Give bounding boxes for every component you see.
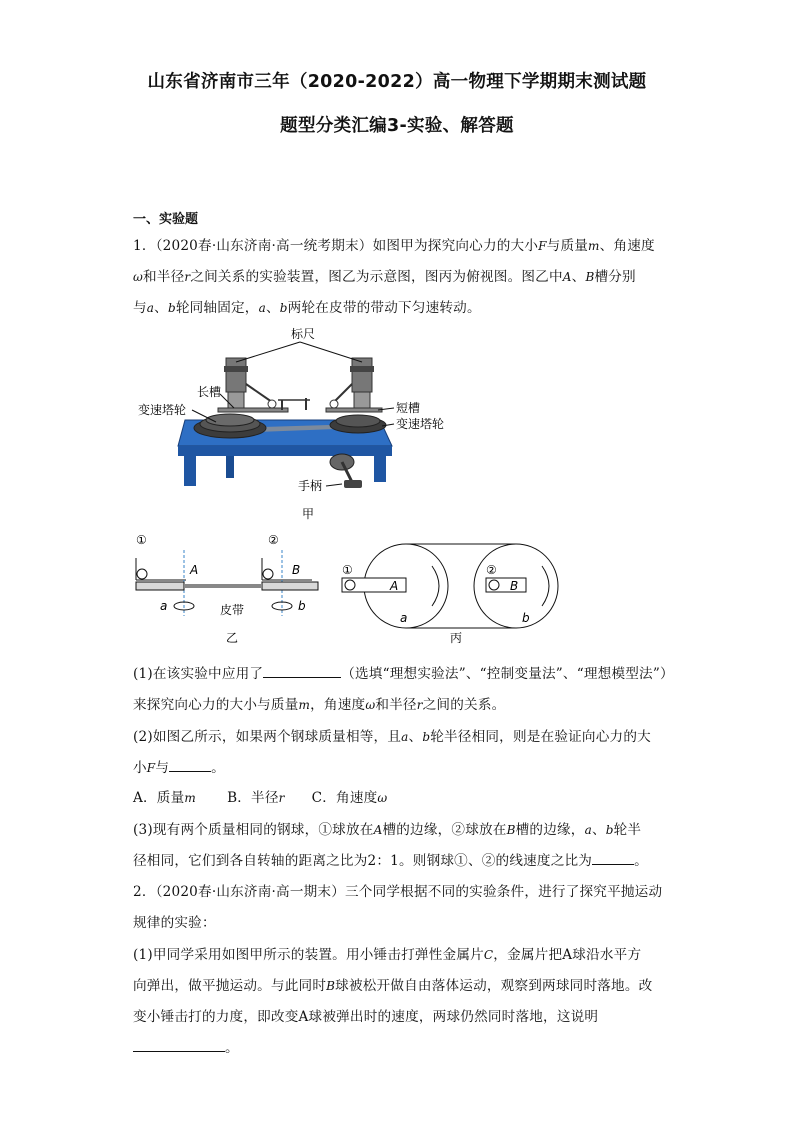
label-long-groove: 长槽 [197,385,222,399]
svg-text:①: ① [136,533,147,547]
svg-text:b: b [298,599,306,613]
caption-jia: 甲 [302,507,315,521]
figure-jia-apparatus [130,322,460,522]
label-short-groove: 短槽 [396,401,421,415]
svg-text:A: A [190,563,199,577]
label-handle: 手柄 [298,479,323,493]
svg-text:A: A [390,579,399,593]
option-b[interactable]: B．半径r [227,790,285,806]
q2-line2: 规律的实验： [133,915,216,931]
svg-text:a: a [400,611,408,625]
q2-line6: 。 [133,1036,239,1056]
page-title-line2: 题型分类汇编3-实验、解答题 [280,116,514,136]
label-belt: 皮带 [220,603,245,617]
q1-part2-answer-blank[interactable] [169,758,211,772]
q1-part2-line1: (2)如图乙所示，如果两个钢球质量相等，且a、b轮半径相同，则是在验证向心力的大 [133,729,651,745]
caption-bing: 丙 [450,631,463,645]
belt-side [184,584,262,588]
handle-grip [344,480,362,488]
q1-part1-answer-blank[interactable] [263,664,341,678]
caption-yi: 乙 [226,631,239,645]
q1-line2: ω和半径r之间关系的实验装置，图乙为示意图，图丙为俯视图。图乙中A、B槽分别 [133,269,636,285]
q1-line1: 1．（2020春·山东济南·高一统考期末）如图甲为探究向心力的大小F与质量m、角速度 [133,238,655,254]
figure-bing-top-view [336,536,566,646]
label-tower-right: 变速塔轮 [396,417,445,431]
q1-part3-answer-blank[interactable] [592,851,634,865]
table-leg-left [184,456,196,486]
q2-line5: 变小锤击打的力度，即改变A球被弹出时的速度，两球仍然同时落地，这说明 [133,1009,599,1025]
q1-part2-line2: 小F与 。 [133,760,225,776]
sleeve-left [226,358,246,392]
q2-line4: 向弹出，做平抛运动。与此同时B球被松开做自由落体运动，观察到两球同时落地。改 [133,978,653,994]
svg-text:①: ① [342,563,353,577]
q2-line1: 2．（2020春·山东济南·高一期末）三个同学根据不同的实验条件，进行了探究平抛运动 [133,884,663,900]
q2-part1-answer-blank[interactable] [133,1038,225,1052]
page-title-line1: 山东省济南市三年（2020-2022）高一物理下学期期末测试题 [147,72,647,92]
svg-text:B: B [510,579,519,593]
sleeve-right [352,358,372,392]
svg-text:②: ② [268,533,279,547]
q1-line3: 与a、b轮同轴固定，a、b两轮在皮带的带动下匀速转动。 [133,300,481,316]
svg-text:②: ② [486,563,497,577]
svg-text:a: a [160,599,168,613]
section-heading-experiments: 一、实验题 [133,212,199,227]
q1-part1-line1: (1)在该实验中应用了 （选填“理想实验法”、“控制变量法”、“理想模型法”） [133,666,674,682]
q1-options [133,786,387,806]
short-groove [326,408,382,412]
long-groove [218,408,288,412]
figure-yi-side-view [130,530,330,650]
table-leg-right [374,456,386,482]
q1-part3-line1: (3)现有两个质量相同的钢球，①球放在A槽的边缘，②球放在B槽的边缘，a、b轮半 [133,822,642,838]
q1-part1-line2: 来探究向心力的大小与质量m，角速度ω和半径r之间的关系。 [133,697,506,713]
q2-line3: (1)甲同学采用如图甲所示的装置。用小锤击打弹性金属片C，金属片把A球沿水平方 [133,947,642,963]
label-ruler: 标尺 [291,327,316,341]
option-a[interactable]: A．质量m [133,790,196,806]
q1-part3-line2: 径相同，它们到各自转轴的距离之比为2：1。则钢球①、②的线速度之比为 。 [133,853,648,869]
option-c[interactable]: C．角速度ω [311,790,388,806]
svg-text:b: b [522,611,530,625]
label-tower-left: 变速塔轮 [138,403,187,417]
table-leg-mid [226,456,234,478]
svg-text:B: B [292,563,301,577]
table-front [178,446,392,456]
